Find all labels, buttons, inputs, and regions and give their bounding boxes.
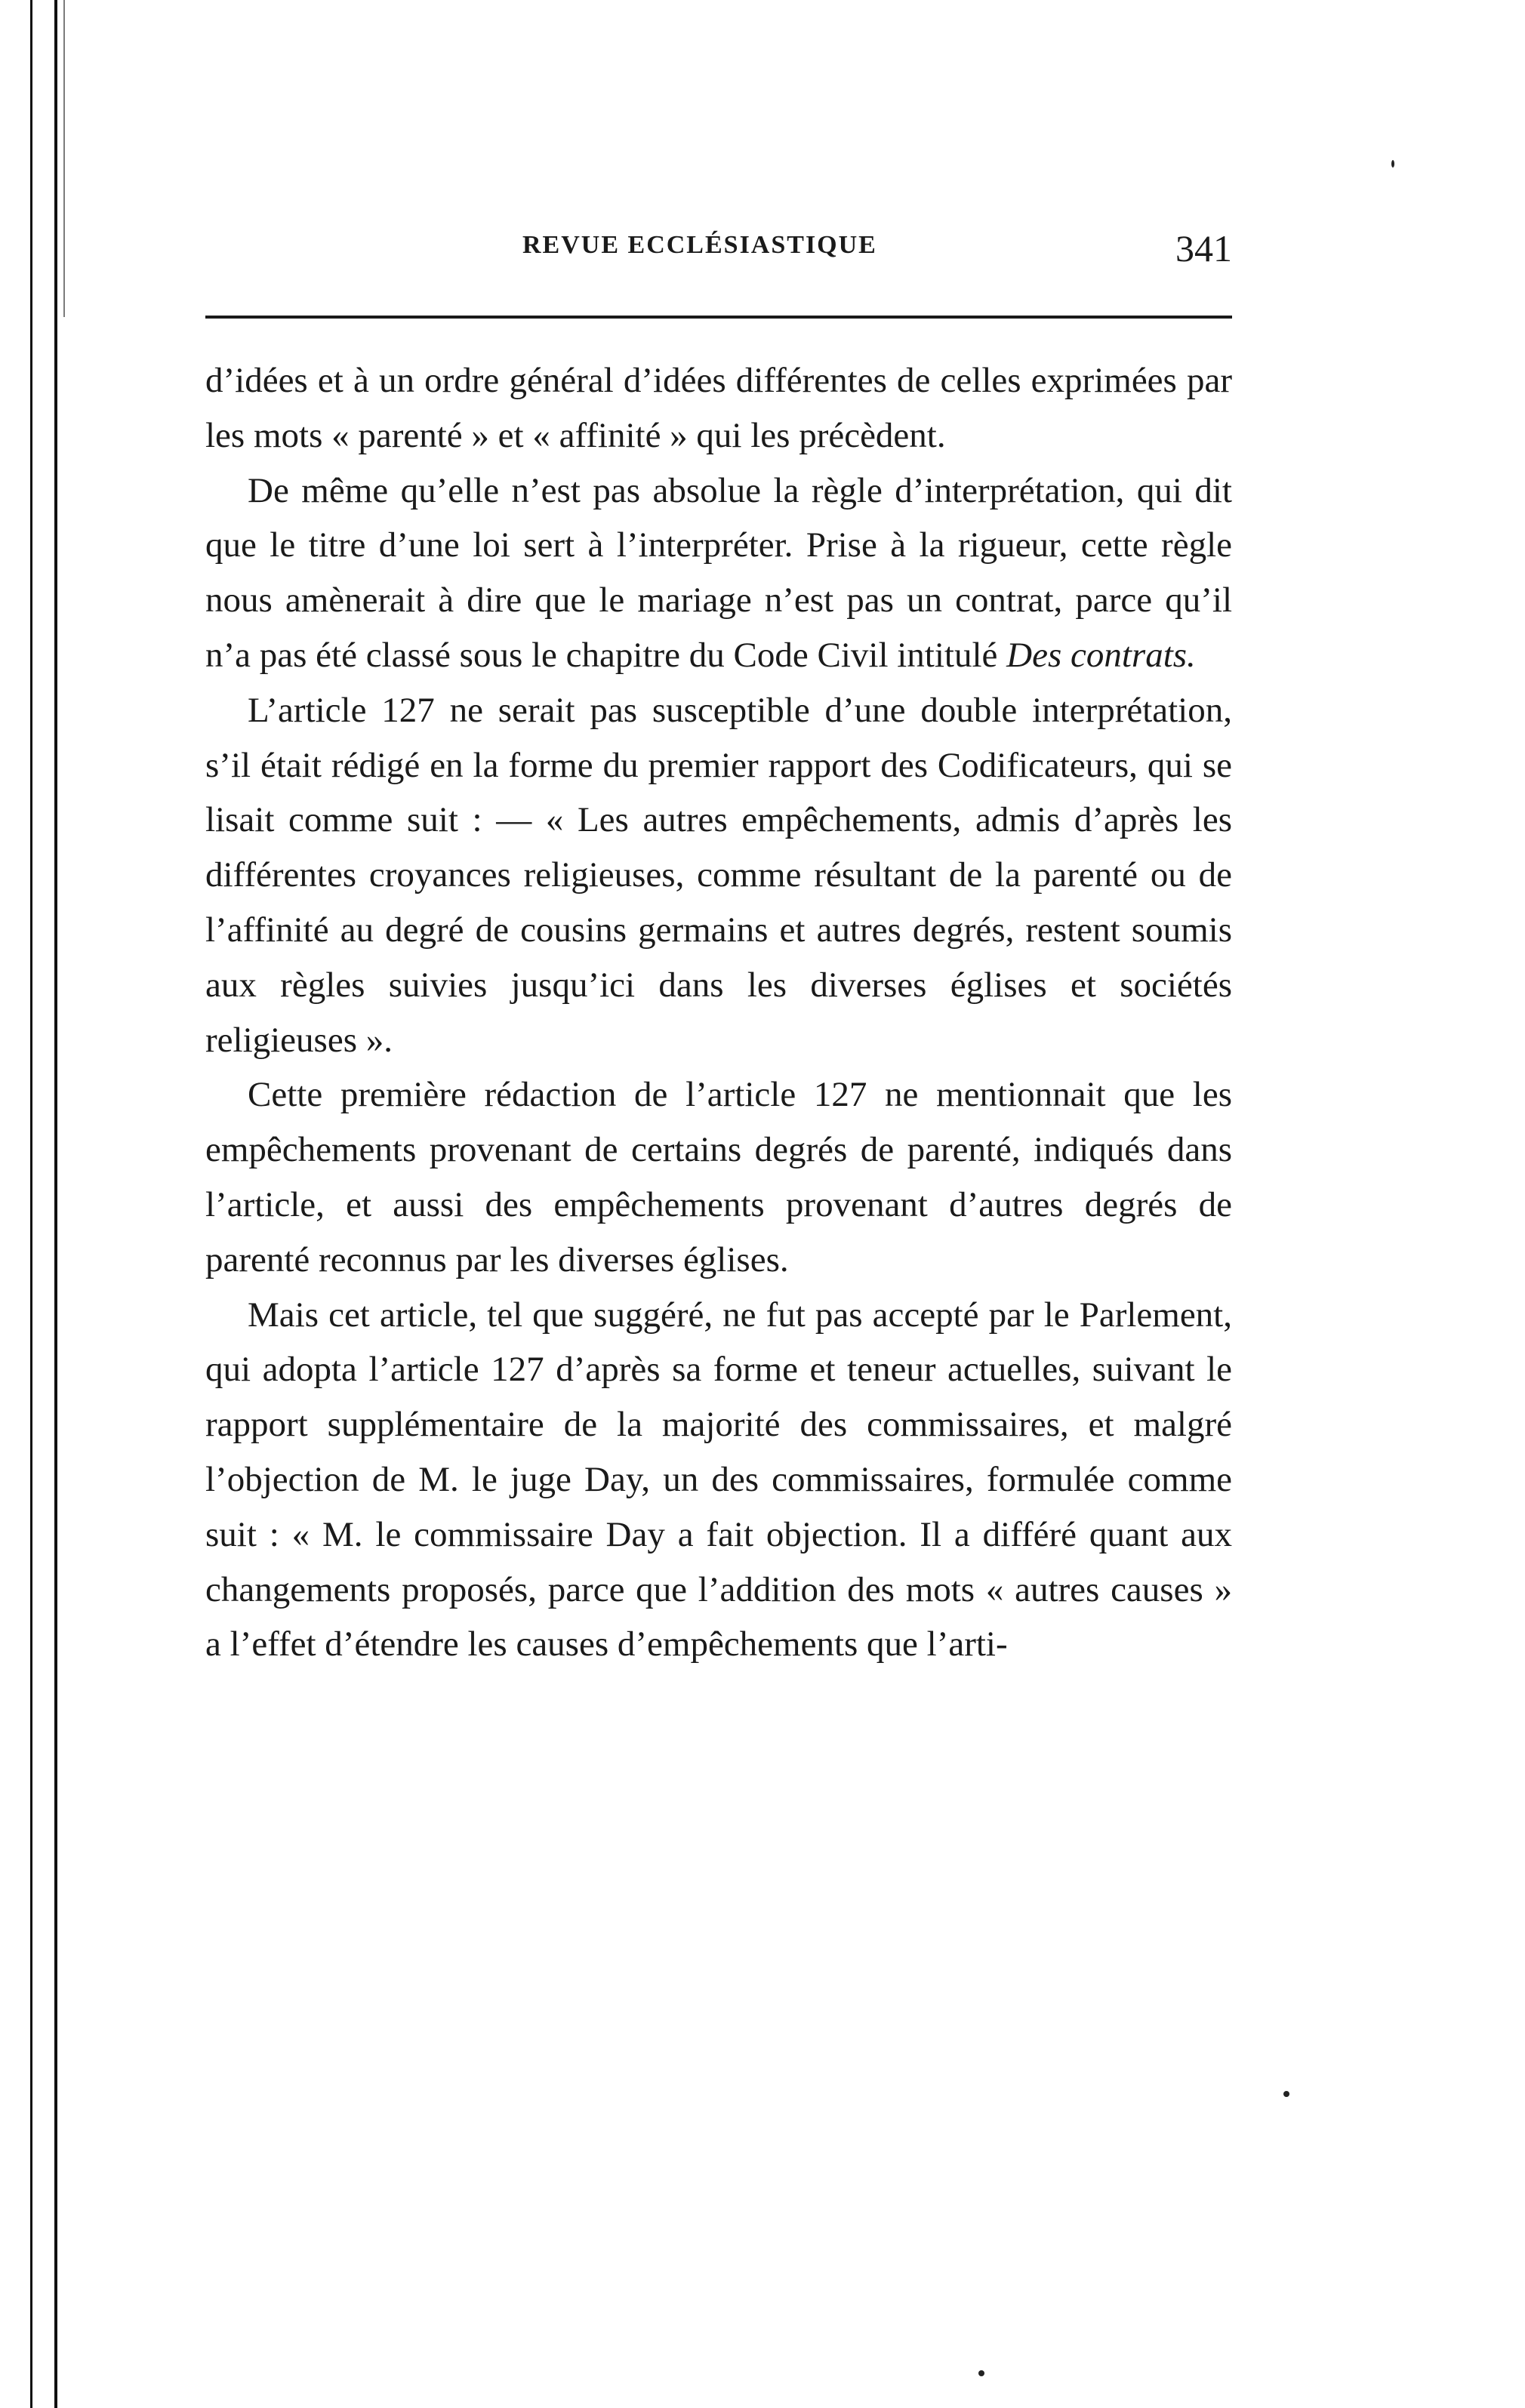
header-rule	[205, 316, 1232, 319]
paragraph-text: d’idées et à un ordre général d’idées différentes de celles exprimées par les mots « parenté » et « affinité » qui les précèdent.	[205, 361, 1232, 455]
scan-speck	[1391, 160, 1394, 168]
scan-edge-line	[63, 0, 65, 317]
page-number: 341	[1175, 227, 1232, 269]
paragraph-text: L’article 127 ne serait pas susceptible d’une double interprétation, s’il était rédigé en la forme du premier rapport des Codificateurs, qui se lisait comme suit : — « Les autres empêchements, admis d’après les différentes croyances religieuses, comme résultant de la parenté ou de l’affinité au degré de cousins germains et autres degrés, restent soumis aux règles suivies jusqu’ici dans les diverses églises et sociétés religieuses ».	[205, 690, 1232, 1060]
paragraph	[205, 1288, 1232, 1673]
paragraph	[205, 683, 1232, 1068]
paragraph-text: De même qu’elle n’est pas absolue la règle d’interprétation, qui dit que le titre d’une loi sert à l’interpréter. Prise à la rigueur, cette règle nous amènerait à dire que le mariage n’est pas un contrat, parce qu’il n’a pas été classé sous le chapitre du Code Civil intitulé	[205, 470, 1232, 675]
page-header	[205, 226, 1232, 279]
scan-speck	[978, 2370, 984, 2376]
scan-edge-line	[30, 0, 32, 2408]
paragraph	[205, 353, 1232, 463]
scan-edge-line	[54, 0, 57, 2408]
paragraph-text: Mais cet article, tel que suggéré, ne fut pas accepté par le Parlement, qui adopta l’article 127 d’après sa forme et teneur actuelles, suivant le rapport supplémentaire de la majorité des commissaires, et malgré l’objection de M. le juge Day, un des commissaires, formulée comme suit : « M. le commissaire Day a fait objection. Il a différé quant aux changements proposés, parce que l’addition des mots « autres causes » a l’effet d’étendre les causes d’empêchements que l’arti-	[205, 1295, 1232, 1664]
paragraph	[205, 463, 1232, 683]
body-text	[205, 353, 1232, 1672]
paragraph-text: Cette première rédaction de l’article 127 ne mentionnait que les empêchements provenant de certains degrés de parenté, indiqués dans l’article, et aussi des empêchements provenant d’autres degrés de parenté reconnus par les diverses églises.	[205, 1075, 1232, 1279]
scan-speck	[1283, 2091, 1289, 2097]
book-title-italic: Des contrats.	[1006, 635, 1196, 675]
paragraph	[205, 1067, 1232, 1287]
running-title: REVUE ECCLÉSIASTIQUE	[522, 231, 877, 259]
